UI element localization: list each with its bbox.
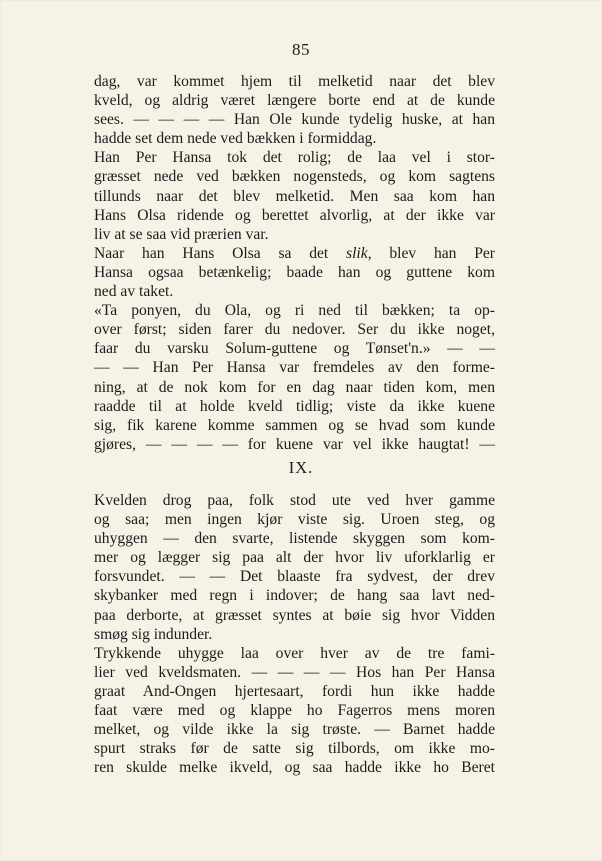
text-line: Trykkende uhygge laa over hver av de tre fami-	[94, 644, 495, 662]
text-line: Han Per Hansa tok det rolig; de laa vel i stor-	[94, 149, 495, 167]
text-line: gjøres, — — — — for kuene var vel ikke haugtat! —	[94, 435, 495, 453]
text-line-with-italic	[94, 244, 495, 263]
text-line: ned av taket.	[94, 283, 174, 301]
text-line: — — Han Per Hansa var fremdeles av den forme-	[94, 359, 495, 377]
text-line: Hansa ogsaa betænkelig; baade han og guttene kom	[94, 263, 495, 281]
text-line: græsset nede ved bækken nogensteds, og kom sagtens	[94, 168, 495, 186]
text-line: lier ved kveldsmaten. — — — — Hos han Per Hansa	[94, 663, 495, 681]
text-line: tillunds naar det blev melketid. Men saa kom han	[94, 187, 495, 205]
text-line: faat være med og klappe ho Fagerros mens moren	[94, 702, 495, 720]
chapter-heading: IX.	[288, 458, 314, 477]
text-line: dag, var kommet hjem til melketid naar det blev	[94, 73, 495, 90]
text-line: liv at se saa vid prærien var.	[94, 225, 269, 243]
text-line: sees. — — — — Han Ole kunde tydelig huske, at han	[94, 111, 495, 129]
text-block-bottom	[94, 491, 495, 777]
text-line: forsvundet. — — Det blaaste fra sydvest, der drev	[94, 568, 495, 586]
text-block-top	[94, 72, 495, 454]
text-line: ning, at de nok kom for en dag naar tiden kom, men	[94, 378, 495, 396]
text-line-start: Naar han Hans Olsa sa det	[94, 244, 347, 262]
text-line: spurt straks før de satte sig tilbords, om ikke mo-	[94, 740, 495, 758]
text-line: Kvelden drog paa, folk stod ute ved hver gamme	[94, 492, 495, 509]
text-line-end: , blev han Per	[367, 244, 496, 262]
italic-word: slik	[346, 244, 368, 262]
text-line: hadde set dem nede ved bækken i formiddag.	[94, 130, 377, 148]
text-line: paa derborte, at græsset syntes at bøie sig hvor Vidden	[94, 606, 495, 624]
text-line: raadde til at holde kveld tidlig; viste da ikke kuene	[94, 397, 495, 415]
text-line: «Ta ponyen, du Ola, og ri ned til bækken; ta op-	[94, 302, 495, 320]
text-line: smøg sig indunder.	[94, 625, 213, 643]
text-line: melket, og vilde ikke la sig trøste. — Barnet hadde	[94, 721, 495, 739]
text-line: mer og lægger sig paa alt der hvor liv uforklarlig er	[94, 549, 495, 567]
text-line: faar du varsku Solum-guttene og Tønset'n.» — —	[94, 340, 495, 358]
text-line: graat And-Ongen hjertesaart, fordi hun ikke hadde	[94, 682, 495, 700]
text-line: ren skulde melke ikveld, og saa hadde ikke ho Beret	[94, 759, 495, 777]
text-line: kveld, og aldrig været længere borte end at de kunde	[94, 92, 495, 110]
text-line: Hans Olsa ridende og berettet alvorlig, at der ikke var	[94, 206, 495, 224]
text-line: uhyggen — den svarte, listende skyggen som kom-	[94, 530, 495, 548]
text-line: skybanker med regn i indover; de hang saa lavt ned-	[94, 587, 495, 605]
text-line: sig, fik karene komme sammen og se hvad som kunde	[94, 416, 495, 434]
text-line: og saa; men ingen kjør viste sig. Uroen steg, og	[94, 511, 495, 529]
text-line: over først; siden farer du nedover. Ser du ikke noget,	[94, 321, 495, 339]
page-number: 85	[292, 40, 310, 59]
